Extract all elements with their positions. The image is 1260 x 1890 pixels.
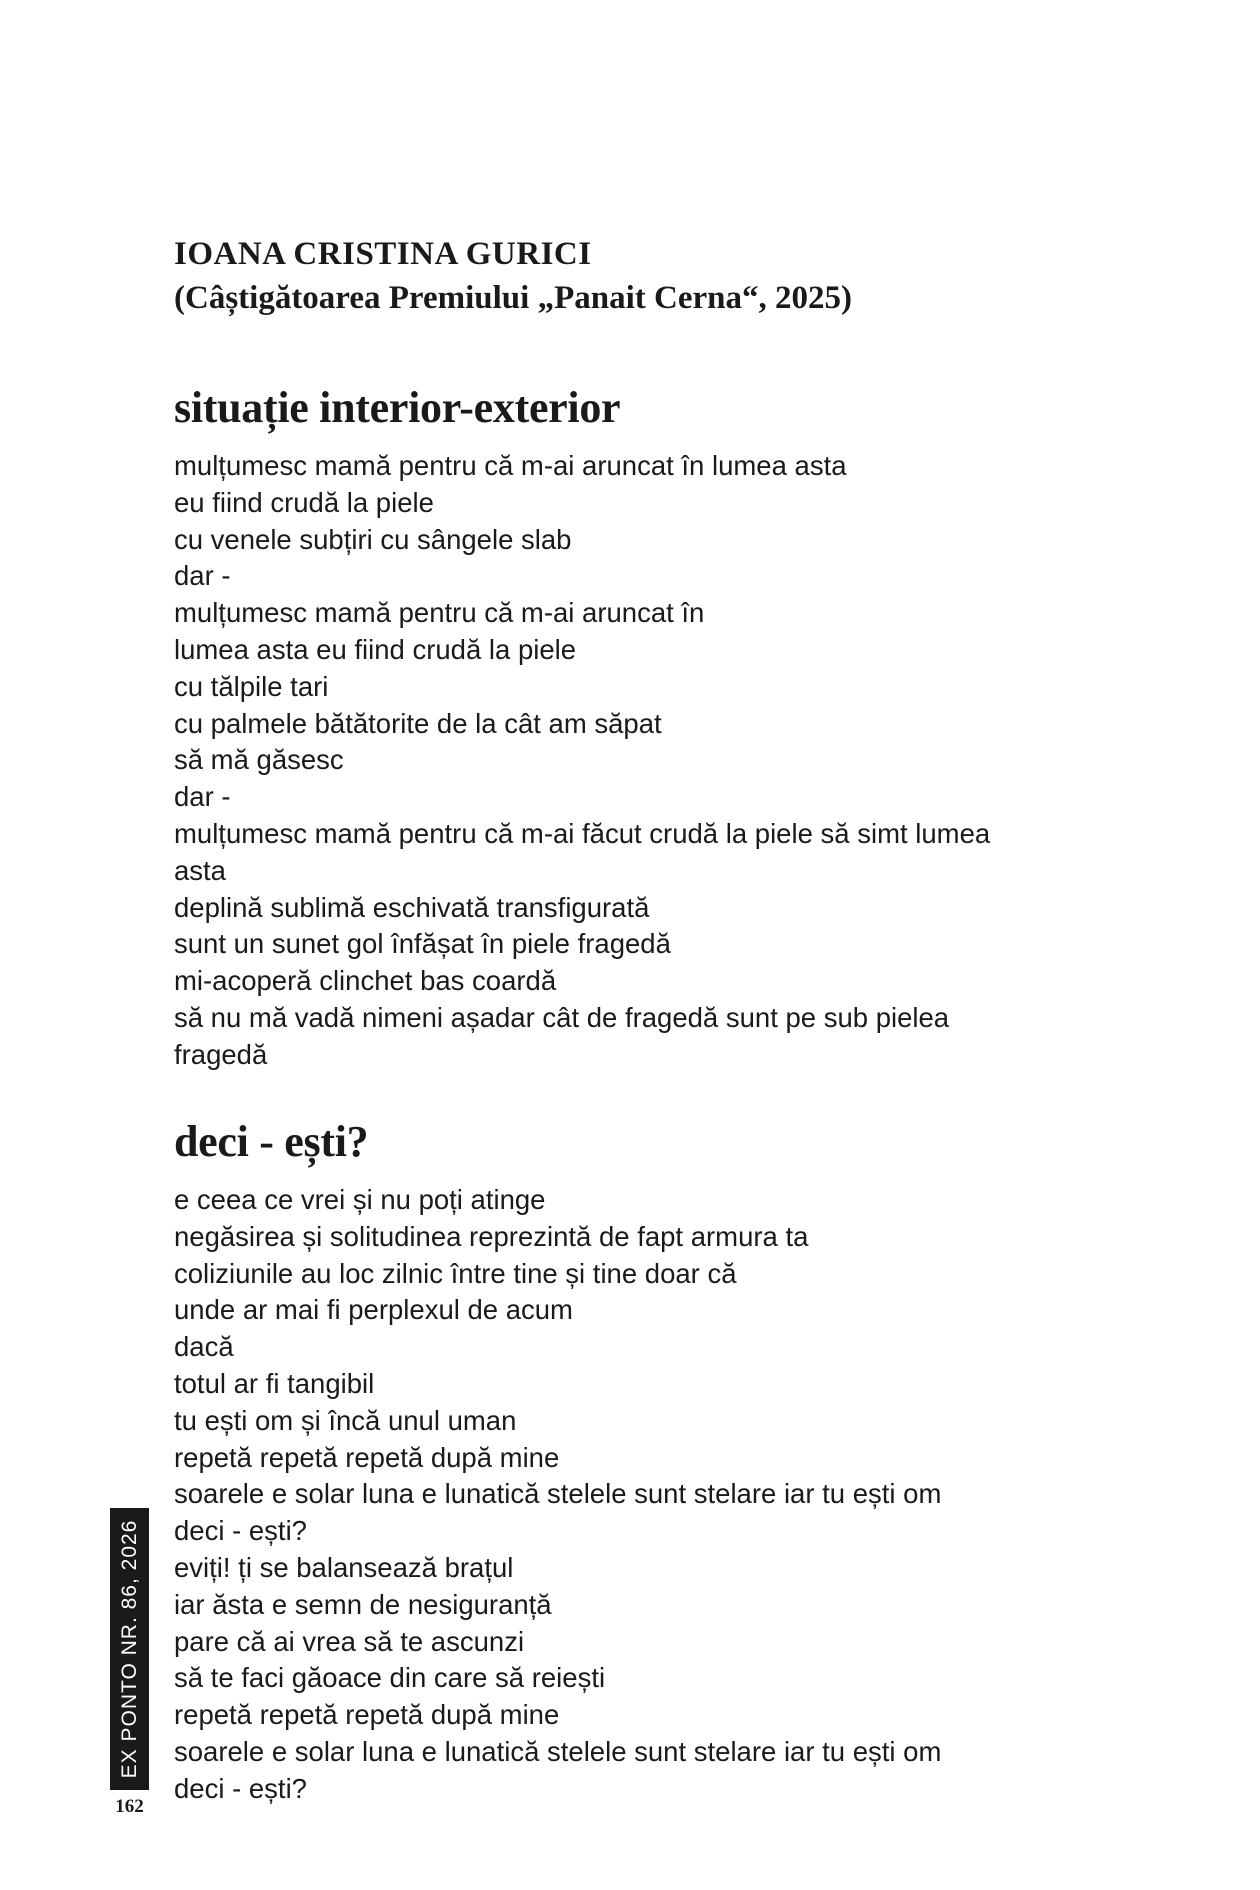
poem-line: soarele e solar luna e lunatică stelele sunt stelare iar tu ești om	[174, 1735, 942, 1767]
poem-line: să nu mă vadă nimeni așadar cât de fragedă sunt pe sub pielea	[174, 1001, 950, 1033]
poem-line: totul ar fi tangibil	[174, 1367, 375, 1399]
poem-line: deci - ești?	[174, 1515, 307, 1547]
poem-line: mulțumesc mamă pentru că m-ai făcut crudă la piele să simt lumea	[174, 817, 991, 849]
poem-line: pare că ai vrea să te ascunzi	[174, 1625, 525, 1657]
poem-line: mulțumesc mamă pentru că m-ai aruncat în	[174, 597, 705, 629]
author-block	[174, 232, 852, 320]
poem-line: mulțumesc mamă pentru că m-ai aruncat în lumea asta	[174, 450, 847, 481]
poem-title: situație interior-exterior	[174, 383, 621, 432]
poem-line: eviți! ți se balansează brațul	[174, 1551, 514, 1583]
author-name: IOANA CRISTINA GURICI	[174, 236, 592, 272]
poem-line: repetă repetă repetă după mine	[174, 1441, 560, 1473]
poem-line: asta	[174, 854, 226, 886]
poem-line: să te faci găoace din care să reiești	[174, 1662, 606, 1694]
poem-line: iar ăsta e semn de nesiguranță	[174, 1588, 552, 1620]
page-number: 162	[115, 1796, 144, 1817]
poem-line: e ceea ce vrei și nu poți atinge	[174, 1184, 546, 1215]
author-award: (Câștigătoarea Premiului „Panait Cerna“, 2025)	[174, 280, 852, 316]
poem-title: deci - ești?	[174, 1117, 369, 1166]
poem-line: cu venele subțiri cu sângele slab	[174, 523, 572, 555]
poem-line: tu ești om și încă unul uman	[174, 1404, 517, 1436]
poem-line: negăsirea și solitudinea reprezintă de fapt armura ta	[174, 1220, 809, 1252]
poem-lines	[174, 448, 990, 1074]
poem-line: repetă repetă repetă după mine	[174, 1699, 560, 1731]
poem-lines	[174, 1182, 941, 1808]
poem-line: deplină sublimă eschivată transfigurată	[174, 891, 650, 923]
poem-line: eu fiind crudă la piele	[174, 486, 434, 518]
journal-side-tab	[110, 1508, 149, 1790]
poem-line: coliziunile au loc zilnic între tine și tine doar că	[174, 1257, 737, 1289]
poem-line: fragedă	[174, 1038, 268, 1070]
poem-line: lumea asta eu fiind crudă la piele	[174, 633, 577, 665]
poem	[174, 382, 990, 1074]
poem-line: soarele e solar luna e lunatică stelele sunt stelare iar tu ești om	[174, 1478, 942, 1510]
poem-line: mi-acoperă clinchet bas coardă	[174, 965, 557, 997]
poem	[174, 1116, 941, 1808]
poem-line: deci - ești?	[174, 1772, 307, 1804]
poem-line: să mă găsesc	[174, 744, 344, 776]
journal-issue-label: EX PONTO NR. 86, 2026	[117, 1519, 141, 1779]
poem-line: dar -	[174, 560, 231, 592]
poem-line: sunt un sunet gol înfășat în piele fragedă	[174, 928, 671, 960]
poem-line: dacă	[174, 1331, 234, 1363]
poem-line: unde ar mai fi perplexul de acum	[174, 1294, 573, 1326]
poem-line: cu palmele bătătorite de la cât am săpat	[174, 707, 662, 739]
poem-line: dar -	[174, 781, 231, 813]
poem-line: cu tălpile tari	[174, 670, 329, 702]
